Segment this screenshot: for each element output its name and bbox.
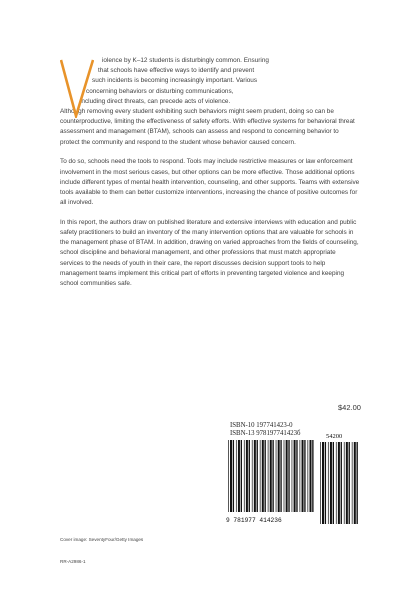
barcode-bar xyxy=(349,442,350,524)
barcode-bar xyxy=(260,440,261,512)
barcode-bar xyxy=(344,442,345,524)
barcode-bar xyxy=(308,440,309,512)
isbn-block xyxy=(230,422,301,438)
barcode-bar xyxy=(338,442,340,524)
intro-line-5: including direct threats, can precede acts of violence. xyxy=(80,97,231,105)
barcode-bar xyxy=(294,440,296,512)
barcode-bar xyxy=(292,440,293,512)
barcode-bar xyxy=(286,440,288,512)
barcode-bar xyxy=(272,440,273,512)
barcode-bar xyxy=(328,442,329,524)
barcode-bar xyxy=(302,440,304,512)
barcode-bar xyxy=(310,440,312,512)
barcode-bar xyxy=(354,442,356,524)
barcode-bar xyxy=(325,442,326,524)
barcode-bar xyxy=(238,440,240,512)
cover-image-credit: Cover image: SeventyFour/Getty Images xyxy=(60,537,144,542)
barcode-bar xyxy=(241,440,242,512)
paragraph-report: In this report, the authors draw on published literature and extensive interviews with education and public safety practitioners to build an inventory of the many intervention options that are valuable for schools in the management phase of BTAM. In addition, drawing on varied approaches from the fields of counseling, school discipline and behavioral management, and other professions that must match appropriate services to the needs of youth in their care, the report discusses decision support tools to help management teams implement this critical part of efforts in preventing targeted violence and keeping school communities safe. xyxy=(60,218,359,288)
barcode-bar xyxy=(257,440,258,512)
barcode-bar xyxy=(341,442,342,524)
intro-line-4: concerning behaviors or disturbing communications, xyxy=(86,87,234,95)
ean-barcode xyxy=(226,440,318,524)
barcode-bar xyxy=(236,440,237,512)
barcode-bar xyxy=(284,440,285,512)
barcode-bar xyxy=(352,442,353,524)
barcode-bar xyxy=(278,440,280,512)
barcode-bar xyxy=(268,440,269,512)
description-text xyxy=(60,56,360,299)
intro-remainder: Although removing every student exhibiting such behaviors might seem prudent, doing so can be counterproductive, limiting the effectiveness of safety efforts. With effective systems for behavioral threat assessment and management (BTAM), schools can assess and respond to concerning behavior to protect the community and respond to the student whose behavior caused concern. xyxy=(60,108,355,146)
paragraph-tools: To do so, schools need the tools to respond. Tools may include restrictive measures or law enforcement involvement in the most serious cases, but other options can be more effective. Those additional options include different types of mental health intervention, counseling, and other supports. Teams with extensive tools available to them can better customize interventions, increasing the chance of positive outcomes for all involved. xyxy=(60,158,360,207)
barcode-bar xyxy=(244,440,245,512)
barcode-bar xyxy=(357,442,358,524)
dropcap-v-icon xyxy=(60,56,94,118)
price-label: $42.00 xyxy=(338,403,361,412)
barcode-bar xyxy=(304,440,305,512)
barcode-bar xyxy=(254,440,256,512)
addon-digits: 54200 xyxy=(326,433,343,440)
barcode-bar xyxy=(252,440,253,512)
barcode-bar xyxy=(300,440,301,512)
barcode-bar xyxy=(333,442,334,524)
barcode-digits: 9 781977 414236 xyxy=(226,517,282,524)
barcode-bar xyxy=(346,442,348,524)
intro-line-1: iolence by K–12 students is disturbingly common. Ensuring xyxy=(102,57,269,64)
barcode-bar xyxy=(280,440,281,512)
barcode-bar xyxy=(265,440,266,512)
barcode-bar xyxy=(322,442,324,524)
isbn-13: ISBN-13 978197741423б xyxy=(230,430,301,437)
barcode-bar xyxy=(233,440,234,512)
intro-line-3: such incidents is becoming increasingly important. Various xyxy=(92,77,258,85)
price-addon-barcode xyxy=(318,430,362,524)
barcode-bar xyxy=(262,440,264,512)
intro-paragraph xyxy=(60,56,360,148)
isbn-10: ISBN-10 197741423-0 xyxy=(230,422,293,429)
barcode-bar xyxy=(228,440,229,512)
barcode-bar xyxy=(230,440,232,512)
barcode-bar xyxy=(288,440,289,512)
barcode-bar xyxy=(270,440,272,512)
barcode-bar xyxy=(276,440,277,512)
barcode-bar xyxy=(320,442,321,524)
barcode-bar xyxy=(296,440,297,512)
report-code: RR-A2986-1 xyxy=(60,559,86,564)
barcode-bar xyxy=(336,442,337,524)
intro-line-2: that schools have effective ways to identify and prevent xyxy=(98,67,255,75)
barcode-bar xyxy=(330,442,332,524)
barcode-bar xyxy=(246,440,248,512)
barcode-bar xyxy=(312,440,313,512)
barcode-bar xyxy=(249,440,250,512)
